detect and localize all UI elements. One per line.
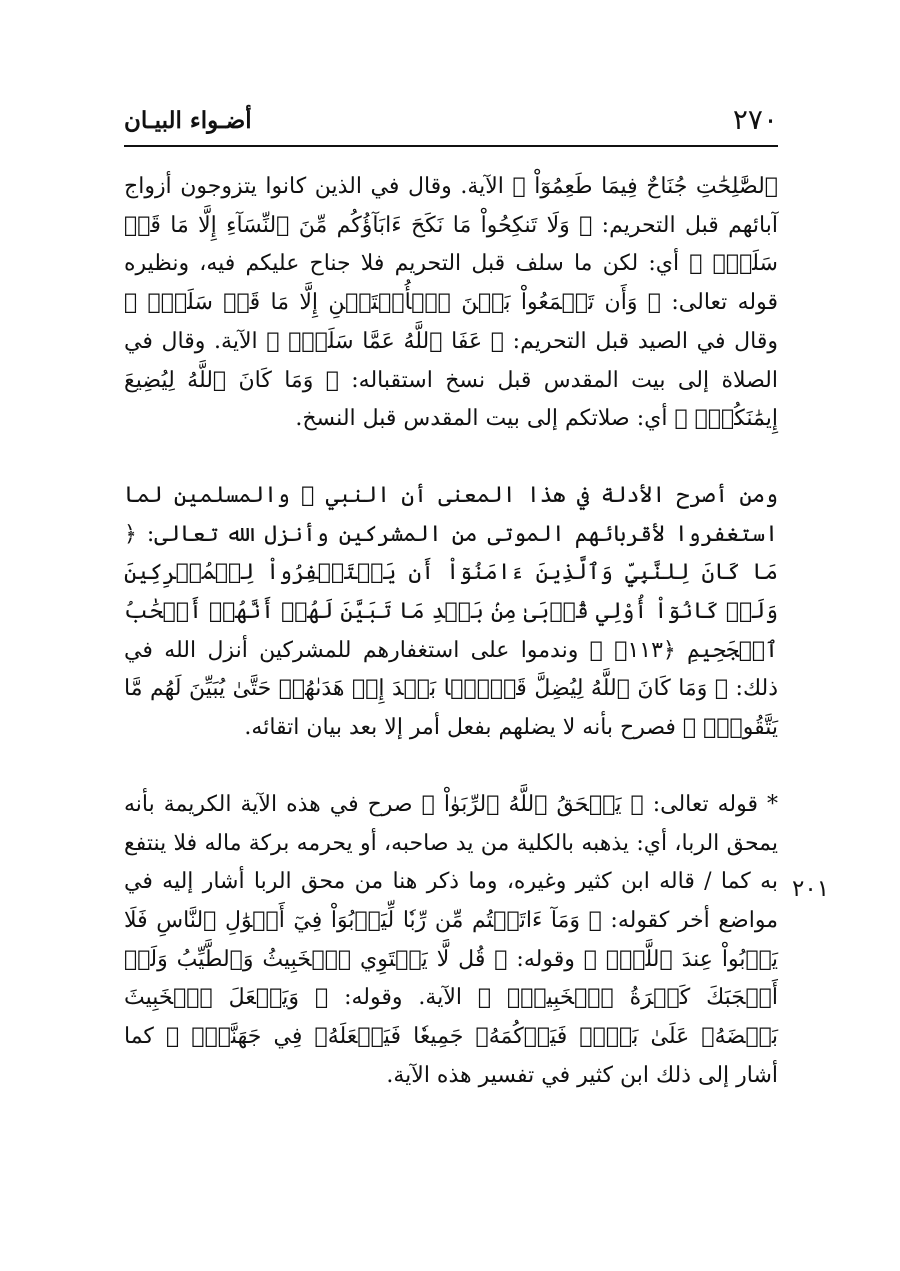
body-text — [124, 168, 778, 1095]
running-title: أضـواء البيـان — [124, 107, 252, 134]
paragraph-2: ومن أصرح الأدلة في هذا المعنى أن النبي ﷺ والمسلمين لما استغفروا لأقربائهم الموتى من المشركين وأنزل الله تعالى: ﴿ مَا كَانَ لِلنَّبِيِّ وَٱلَّذِينَ ءَامَنُوٓاْ أَن يَسۡتَغۡفِرُواْ لِلۡمُشۡرِكِينَ وَلَوۡ كَانُوٓاْ أُوْلِي قُرۡبَىٰ مِنۢ بَعۡدِ مَا تَبَيَّنَ لَهُمۡ أَنَّهُمۡ أَصۡحَٰبُ ٱلۡجَحِيمِ ﴿١١٣﴾ ﴾ وندموا على استغفارهم للمشركين أنزل الله في ذلك: ﴿ وَمَا كَانَ ٱللَّهُ لِيُضِلَّ قَوۡمَۢا بَعۡدَ إِذۡ هَدَىٰهُمۡ حَتَّىٰ يُبَيِّنَ لَهُم مَّا يَتَّقُونَۚ ﴾ فصرح بأنه لا يضلهم بفعل أمر إلا بعد بيان اتقائه. — [124, 482, 778, 741]
paragraph-1: ٱلصَّٰلِحَٰتِ جُنَاحٌ فِيمَا طَعِمُوٓاْ ﴾ الآية. وقال في الذين كانوا يتزوجون أزواج آبائهم قبل التحريم: ﴿ وَلَا تَنكِحُواْ مَا نَكَحَ ءَابَآؤُكُم مِّنَ ٱلنِّسَآءِ إِلَّا مَا قَدۡ سَلَفَۚ ﴾ أي: لكن ما سلف قبل التحريم فلا جناح عليكم فيه، ونظيره قوله تعالى: ﴿ وَأَن تَجۡمَعُواْ بَيۡنَ ٱلۡأُخۡتَيۡنِ إِلَّا مَا قَدۡ سَلَفَۚ ﴾ وقال في الصيد قبل التحريم: ﴿ عَفَا ٱللَّهُ عَمَّا سَلَفَۚ ﴾ الآية. وقال في الصلاة إلى بيت المقدس قبل نسخ استقباله: ﴿ وَمَا كَانَ ٱللَّهُ لِيُضِيعَ إِيمَٰنَكُمۡۚ ﴾ أي: صلاتكم إلى بيت المقدس قبل النسخ. — [124, 174, 778, 432]
paragraph-3: * قوله تعالى: ﴿ يَمۡحَقُ ٱللَّهُ ٱلرِّبَوٰاْ ﴾ صرح في هذه الآية الكريمة بأنه يمحق الربا، أي: يذهبه بالكلية من يد صاحبه، أو يحرمه بركة ماله فلا ينتفع به كما / قاله ابن كثير وغيره، وما ذكر هنا من محق الربا أشار إليه في مواضع أخر كقوله: ﴿ وَمَآ ءَاتَيۡتُم مِّن رِّبٗا لِّيَرۡبُوَاْ فِيٓ أَمۡوَٰلِ ٱلنَّاسِ فَلَا يَرۡبُواْ عِندَ ٱللَّهِۖ ﴾ وقوله: ﴿ قُل لَّا يَسۡتَوِي ٱلۡخَبِيثُ وَٱلطَّيِّبُ وَلَوۡ أَعۡجَبَكَ كَثۡرَةُ ٱلۡخَبِيثِۚ ﴾ الآية. وقوله: ﴿ وَيَجۡعَلَ ٱلۡخَبِيثَ بَعۡضَهُۥ عَلَىٰ بَعۡضٖ فَيَرۡكُمَهُۥ جَمِيعٗا فَيَجۡعَلَهُۥ فِي جَهَنَّمَۚ ﴾ كما أشار إلى ذلك ابن كثير في تفسير هذه الآية. — [124, 791, 778, 1088]
page-number: ٢٧٠ — [732, 103, 778, 136]
header-rule — [124, 145, 778, 147]
page-header — [124, 100, 778, 140]
margin-volume-marker: ٢٠١ — [792, 876, 830, 902]
